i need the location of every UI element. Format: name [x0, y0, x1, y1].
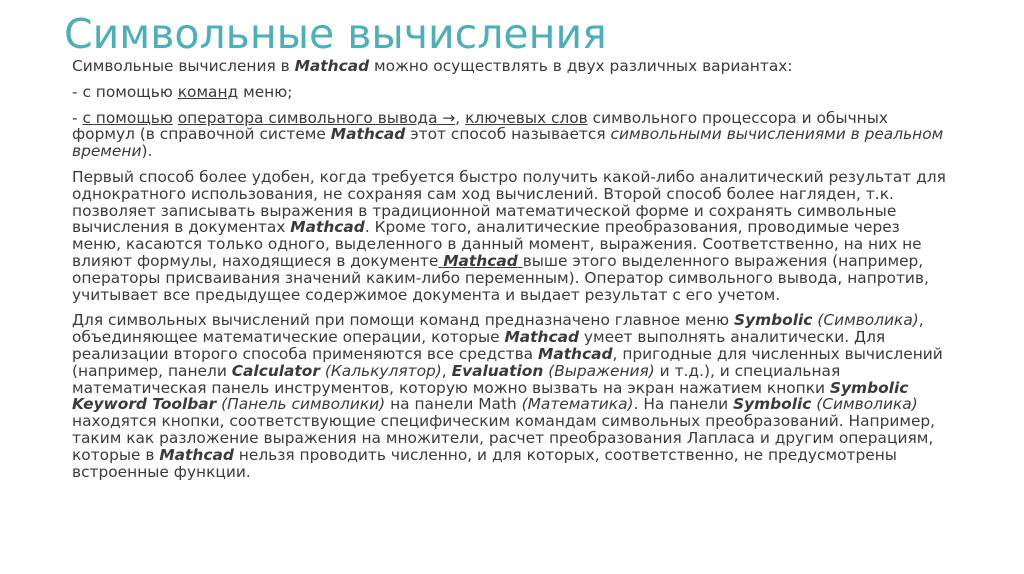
intro-text-b: можно осуществлять в двух различных вариантах:	[369, 57, 793, 75]
item2-dash: -	[72, 108, 83, 127]
para2-text-d: , пригодные для численных вычислений (например, панели	[72, 344, 943, 380]
para2-text-i: находятся кнопки, соответствующие специфическим командам символьных преобразований. Например, таким как разложение выражения на множители, расчет преобразования Лапласа и другим операциям, которые в	[72, 412, 936, 464]
button-symbolic-keyword-toolbar-ru: (Панель символики)	[216, 395, 386, 414]
item2-mathcad: Mathcad	[330, 125, 406, 144]
item1-text-a: - с помощью	[72, 82, 178, 101]
para1-text-a: Первый способ более удобен, когда требуется быстро получить какой-либо аналитический результат для однократного использования, не сохраняя сам ход вычислений. Второй способ более нагляден, т.к. позволяет записывать выражения в традиционной математической форме и сохранять символьные вычисления в документах	[72, 167, 946, 237]
panel-symbolic: Symbolic	[732, 395, 812, 414]
para2-text-j: нельзя проводить численно, и для которых, соответственно, не предусмотрены встроенные функции.	[72, 445, 897, 481]
item2-term: символьными вычислениями в реальном времени	[72, 125, 944, 161]
item-operator	[72, 110, 952, 160]
paragraph-commands-menu	[72, 312, 952, 480]
item1-text-b: меню;	[238, 82, 293, 101]
slide-body	[72, 58, 952, 480]
para2-text-e: ,	[441, 361, 452, 380]
para2-text-g: на панели	[385, 395, 479, 414]
panel-math: Math	[478, 395, 517, 414]
para2-mathcad-3: Mathcad	[159, 445, 234, 464]
item2-text-c: ).	[141, 142, 153, 161]
slide-title: Символьные вычисления	[64, 10, 607, 58]
link-symbolic-output-operator[interactable]: оператора символьного вывода →	[177, 108, 456, 127]
menu-symbolic-ru: (Символика)	[812, 311, 919, 330]
link-commands[interactable]: команд	[177, 82, 239, 101]
para2-text-f: и т.д.), и специальная математическая панель инструментов, которую можно вызвать на экран нажатием кнопки	[72, 361, 841, 397]
panel-evaluation-ru: (Выражения)	[543, 361, 655, 380]
para2-text-c: умеет выполнять аналитически. Для реализации второго способа применяются все средства	[72, 328, 886, 363]
panel-symbolic-ru: (Символика)	[811, 395, 918, 414]
para2-mathcad-2: Mathcad	[538, 344, 613, 363]
intro-text-a: Символьные вычисления в	[72, 57, 295, 75]
intro-paragraph	[72, 58, 952, 75]
panel-evaluation: Evaluation	[451, 361, 544, 380]
para1-text-b: . Кроме того, аналитические преобразования, проводимые через меню, касаются только одного, выделенного в данный момент, выражения. Соответственно, на них не влияют формулы, находящиеся в документе	[72, 218, 922, 270]
intro-mathcad: Mathcad	[294, 57, 370, 75]
panel-math-ru: (Математика)	[516, 395, 634, 414]
panel-calculator-ru: (Калькулятор)	[319, 361, 442, 380]
link-keywords[interactable]: ключевых слов	[465, 108, 588, 127]
para2-mathcad-1: Mathcad	[504, 328, 580, 347]
item2-s1: с помощью	[82, 108, 173, 127]
item2-text-a: символьного процессора и обычных формул (в справочной системе	[72, 108, 888, 144]
item-commands	[72, 84, 952, 101]
para2-text-b: , объединяющее математические операции, которые	[72, 311, 924, 347]
item2-sp2: ,	[455, 108, 466, 127]
item2-text-b: этот способ называется	[405, 125, 611, 144]
button-symbolic-keyword-toolbar: Symbolic Keyword Toolbar	[72, 378, 909, 414]
para1-mathcad-1: Mathcad	[290, 218, 365, 237]
para1-text-c: выше этого выделенного выражения (например, операторы присваивания значений каким-либо переменным). Оператор символьного вывода, напротив, учитывает все предыдущее содержимое документа и выдает результат с его учетом.	[72, 251, 929, 304]
para2-text-a: Для символьных вычислений при помощи команд предназначено главное меню	[72, 311, 735, 330]
panel-calculator: Calculator	[231, 361, 320, 380]
para1-mathcad-2: Mathcad	[443, 251, 518, 270]
para2-text-h: . На панели	[633, 395, 733, 414]
menu-symbolic: Symbolic	[734, 311, 813, 330]
paragraph-first-method	[72, 169, 952, 303]
